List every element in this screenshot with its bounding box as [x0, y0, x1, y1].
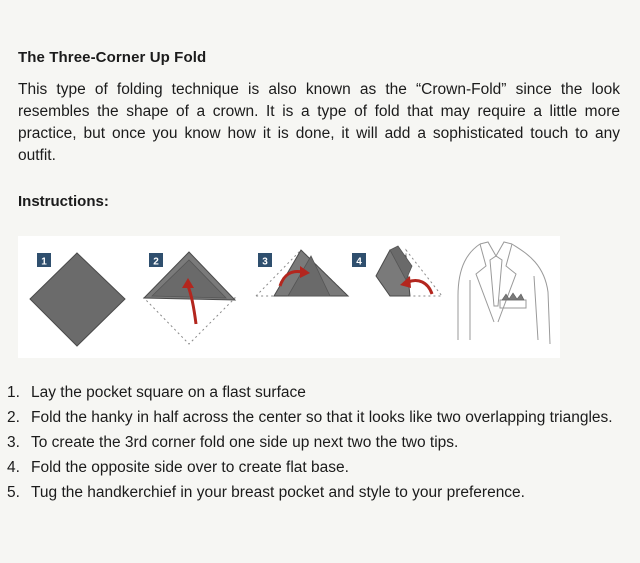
jacket-illustration — [458, 242, 550, 344]
jacket-right-sleeve — [534, 276, 538, 340]
jacket-collar — [480, 242, 512, 256]
step-text: Tug the handkerchief in your breast pocket and style to your preference. — [31, 484, 525, 501]
step-badge-3-label: 3 — [262, 256, 268, 268]
instructions-heading: Instructions: — [18, 193, 109, 210]
step-number: 4. — [7, 459, 20, 476]
step-badge-2-label: 2 — [153, 256, 159, 268]
list-item — [0, 432, 622, 454]
list-item — [0, 382, 622, 404]
jacket-left-lapel — [476, 244, 494, 322]
necktie — [490, 256, 502, 306]
step-number: 3. — [7, 434, 20, 451]
step-1-illustration — [30, 253, 125, 346]
step-3-illustration — [256, 250, 348, 296]
jacket-right-lapel — [498, 244, 516, 322]
intro-paragraph: This type of folding technique is also known as the “Crown-Fold” since the look resembles the shape of a crown. It is a type of fold that may require a little more practice, but once you know how it is done, it will add a sophisticated touch to any outfit. — [18, 81, 620, 164]
step-number: 1. — [7, 384, 20, 401]
step-number: 5. — [7, 484, 20, 501]
list-item — [0, 482, 622, 504]
step-badge-1-label: 1 — [41, 256, 47, 268]
step-number: 2. — [7, 409, 20, 426]
step-badge-4-label: 4 — [356, 256, 362, 268]
base-fold-arrow-icon — [408, 281, 432, 295]
jacket-left-shoulder — [458, 244, 480, 340]
instruction-steps — [0, 382, 622, 507]
step-text: Fold the opposite side over to create flat base. — [31, 459, 349, 476]
dotted-fold-outline — [144, 298, 235, 344]
step-text: Lay the pocket square on a flast surface — [31, 384, 306, 401]
pocket-square-crown-icon — [502, 293, 524, 300]
section-title: The Three-Corner Up Fold — [18, 49, 207, 66]
jacket-right-shoulder — [512, 244, 550, 344]
step-text: To create the 3rd corner fold one side up next two the two tips. — [31, 434, 459, 451]
list-item — [0, 457, 622, 479]
step-2-illustration — [144, 252, 235, 344]
step-text: Fold the hanky in half across the center so that it looks like two overlapping triangles. — [31, 409, 613, 426]
folding-diagram-svg — [18, 236, 560, 358]
folding-diagram — [18, 236, 560, 358]
step-4-illustration — [352, 246, 442, 296]
list-item — [0, 407, 622, 429]
dotted-fold-outline-4 — [406, 250, 442, 296]
